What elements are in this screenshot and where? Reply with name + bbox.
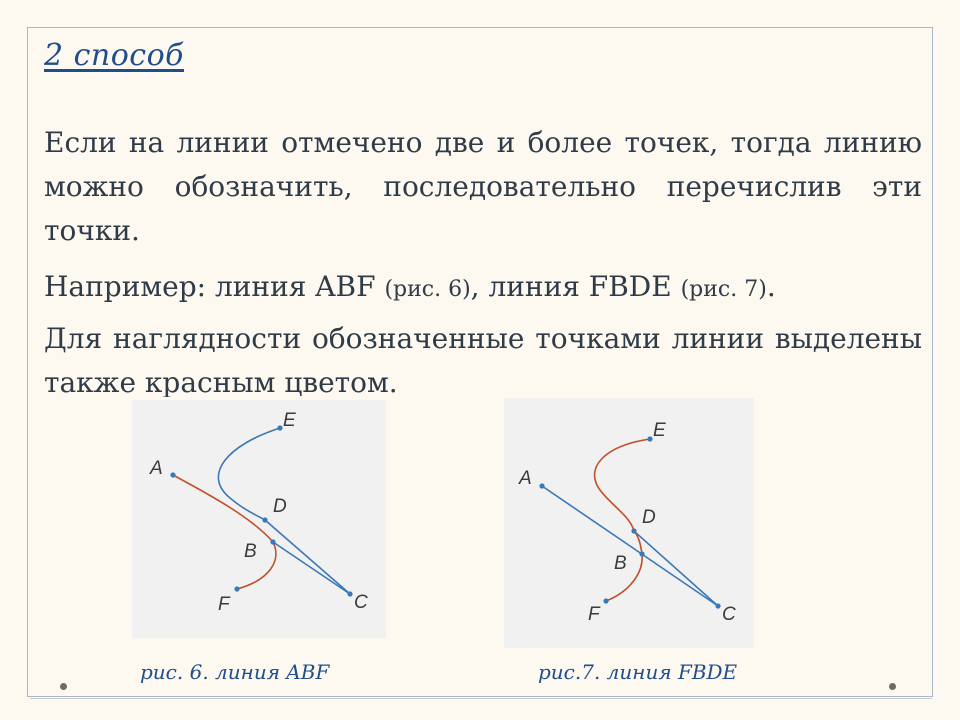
label-F-fig7: F xyxy=(588,604,600,625)
example-ref-fig7: (рис. 7) xyxy=(680,277,767,302)
example-end: . xyxy=(766,270,776,303)
point-D-fig6 xyxy=(262,517,267,522)
label-A-fig6: A xyxy=(150,458,163,479)
label-B-fig6: B xyxy=(244,541,257,562)
point-E-fig6 xyxy=(277,425,282,430)
corner-dot-left xyxy=(60,683,67,690)
label-B-fig7: B xyxy=(614,553,627,574)
label-E-fig6: E xyxy=(283,410,296,431)
corner-dot-right xyxy=(889,683,896,690)
point-F-fig7 xyxy=(603,598,608,603)
segment-DC-fig6 xyxy=(265,520,350,594)
section-heading: 2 способ xyxy=(44,38,184,73)
caption-figure-6: рис. 6. линия ABF xyxy=(140,660,330,684)
figure-6 xyxy=(132,400,386,638)
point-E-fig7 xyxy=(647,436,652,441)
point-A-fig6 xyxy=(170,472,175,477)
point-C-fig7 xyxy=(715,603,720,608)
point-B-fig6 xyxy=(270,539,275,544)
point-D-fig7 xyxy=(631,528,636,533)
point-B-fig7 xyxy=(639,551,644,556)
label-D-fig6: D xyxy=(273,496,287,517)
label-F-fig6: F xyxy=(218,594,230,615)
example-mid: , линия FBDE xyxy=(470,270,681,303)
figure-7-diagram xyxy=(504,398,754,648)
label-C-fig7: C xyxy=(722,604,736,625)
slide-bottom-rule xyxy=(30,698,932,699)
segment-DC-fig7 xyxy=(634,531,718,606)
label-D-fig7: D xyxy=(642,507,656,528)
example-lead: Например: линия ABF xyxy=(44,270,385,303)
point-A-fig7 xyxy=(539,483,544,488)
paragraph-example xyxy=(44,265,922,312)
point-F-fig6 xyxy=(234,586,239,591)
figure-7 xyxy=(504,398,754,648)
segment-BC-fig6 xyxy=(273,542,350,594)
point-C-fig6 xyxy=(347,591,352,596)
figure-6-diagram xyxy=(132,400,386,638)
caption-figure-7: рис.7. линия FBDE xyxy=(538,660,738,684)
paragraph-definition: Если на линии отмечено две и более точек, тогда линию можно обозначить, последовательно перечислив эти точки. xyxy=(44,126,922,247)
example-ref-fig6: (рис. 6) xyxy=(384,277,471,302)
paragraph-highlight-note: Для наглядности обозначенные точками линии выделены также красным цветом. xyxy=(44,322,922,397)
label-C-fig6: C xyxy=(354,592,368,613)
segment-AC-fig7 xyxy=(542,486,718,606)
label-E-fig7: E xyxy=(653,420,666,441)
label-A-fig7: A xyxy=(519,468,532,489)
